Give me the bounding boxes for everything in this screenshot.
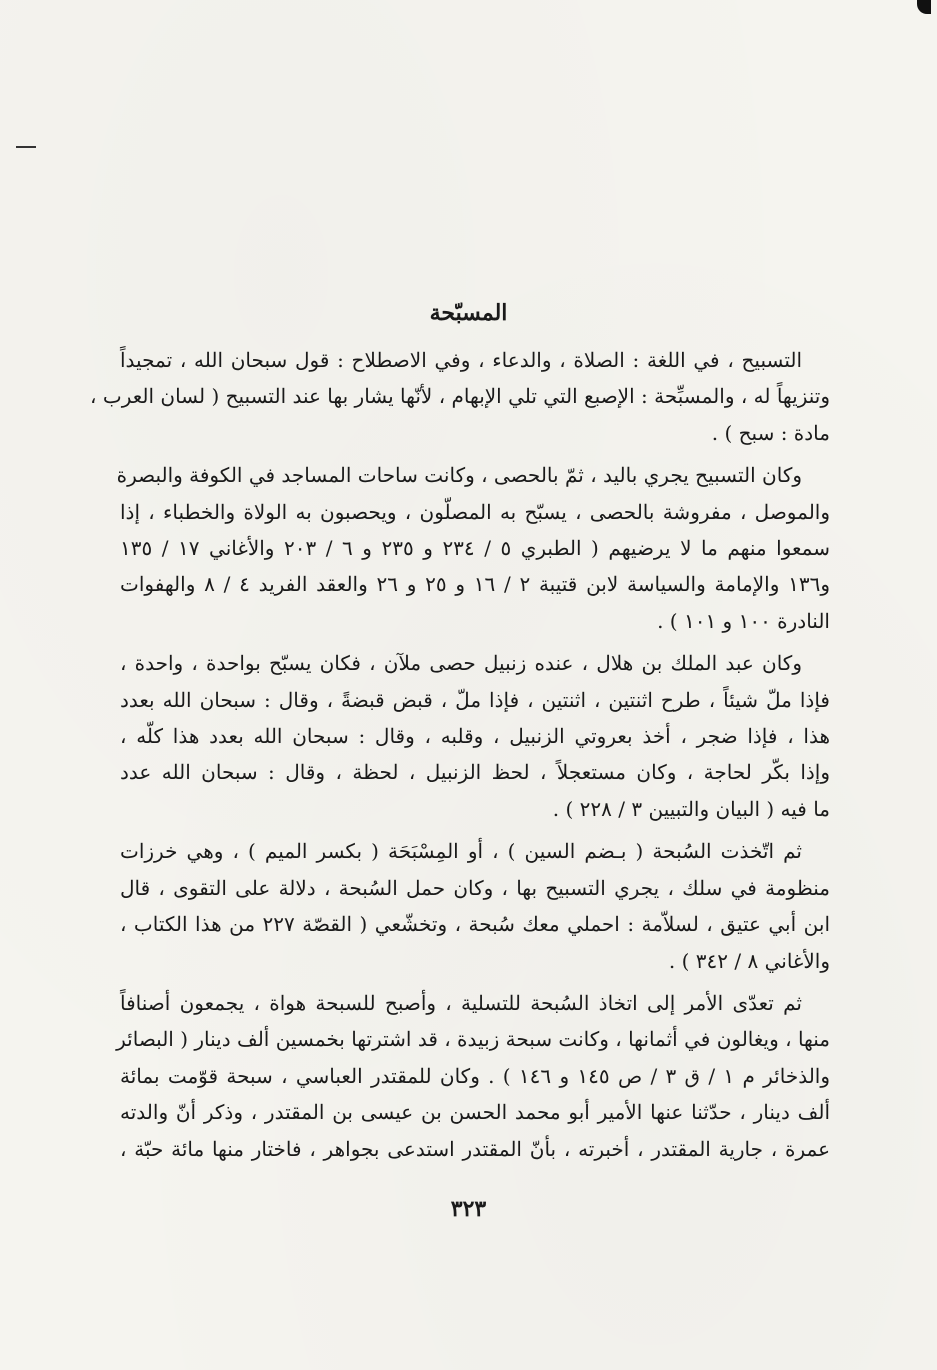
- text-line: ألف دينار ، حدّثنا عنها الأمير أبو محمد الحسن بن عيسى بن المقتدر ، وذكر أنّ والدته: [120, 1100, 830, 1125]
- text-line: وتنزيهاً له ، والمسبِّحة : الإصبع التي تلي الإبهام ، لأنّها يشار بها عند التسبيح ( لسان العرب ،: [90, 384, 830, 409]
- text-line: عمرة ، جارية المقتدر ، أخبرته ، بأنّ المقتدر استدعى بجواهر ، فاختار منها مائة حبّة ،: [120, 1136, 830, 1161]
- text-line: النادرة ١٠٠ و ١٠١ ) .: [657, 608, 830, 633]
- text-line: وإذا بكّر لحاجة ، وكان مستعجلاً ، لحظ الزنبيل ، لحظة ، وقال : سبحان الله عدد: [120, 760, 830, 785]
- text-line: ثم تعدّى الأمر إلى اتخاذ السُبحة للتسلية ، وأصبح للسبحة هواة ، يجمعون أصنافاً: [120, 990, 802, 1015]
- text-line: والأغاني ٨ / ٣٤٢ ) .: [668, 948, 830, 973]
- paragraph-3: [120, 645, 830, 827]
- text-line: والذخائر م ١ / ق ٣ / ص ١٤٥ و ١٤٦ ) . وكان للمقتدر العباسي ، سبحة قوّمت بمائة: [120, 1063, 831, 1088]
- paragraph-1: [90, 342, 830, 451]
- page-number: ٣٢٣: [450, 1196, 487, 1222]
- text-line: التسبيح ، في اللغة : الصلاة ، والدعاء ، وفي الاصطلاح : قول سبحان الله ، تمجيداً: [120, 348, 802, 372]
- text-line: و١٣٦ والإمامة والسياسة لابن قتيبة ٢ / ١٦ و ٢٥ و ٢٦ والعقد الفريد ٤ / ٨ والهفوات: [120, 572, 831, 597]
- text-line: منظومة في سلك ، يجري التسبيح بها ، وكان حمل السُبحة ، دلالة على التقوى ، قال: [120, 875, 830, 900]
- text-line: هذا ، فإذا ضجر ، أخذ بعروتي الزنبيل ، وقلبه ، وقال : سبحان الله بعدد هذا كلّه ،: [120, 724, 830, 749]
- paragraph-5: [116, 985, 831, 1167]
- text-line: سمعوا منهم ما لا يرضيهم ( الطبري ٥ / ٢٣٤ و ٢٣٥ و ٦ / ٢٠٣ والأغاني ١٧ / ١٣٥: [120, 536, 830, 561]
- paragraph-4: [120, 833, 830, 979]
- body-text: [90, 342, 831, 1167]
- paragraph-2: [116, 457, 831, 639]
- text-line: ما فيه ( البيان والتبيين ٣ / ٢٢٨ ) .: [552, 796, 830, 821]
- text-line: منها ، ويغالون في أثمانها ، وكانت سبحة زبيدة ، قد اشترتها بخمسين ألف دينار ( البصائر: [116, 1027, 830, 1052]
- text-line: مادة : سبح ) .: [711, 420, 830, 445]
- section-title: المسبّحة: [429, 300, 508, 326]
- text-line: والموصل ، مفروشة بالحصى ، يسبّح به المصلّون ، ويحصبون به الولاة والخطباء ، إذا: [120, 499, 830, 524]
- text-line: ابن أبي عتيق ، لسلاّمة : احملي معك سُبحة ، وتخشّعي ( القصّة ٢٢٧ من هذا الكتاب ،: [120, 912, 830, 937]
- margin-dash-mark: [16, 146, 36, 148]
- text-line: فإذا ملّ شيئاً ، طرح اثنتين ، اثنتين ، فإذا ملّ ، قبض قبضةً ، وقال : سبحان الله بعدد: [120, 687, 830, 712]
- corner-ink-mark: [917, 0, 931, 14]
- text-line: وكان عبد الملك بن هلال ، عنده زنبيل حصى ملآن ، فكان يسبّح بواحدة ، واحدة ،: [120, 651, 802, 676]
- text-line: وكان التسبيح يجري باليد ، ثمّ بالحصى ، وكانت ساحات المساجد في الكوفة والبصرة: [116, 463, 802, 488]
- text-line: ثم اتّخذت السُبحة ( بـضم السين ) ، أو المِسْبَحَة ( بكسر الميم ) ، وهي خرزات: [120, 839, 802, 864]
